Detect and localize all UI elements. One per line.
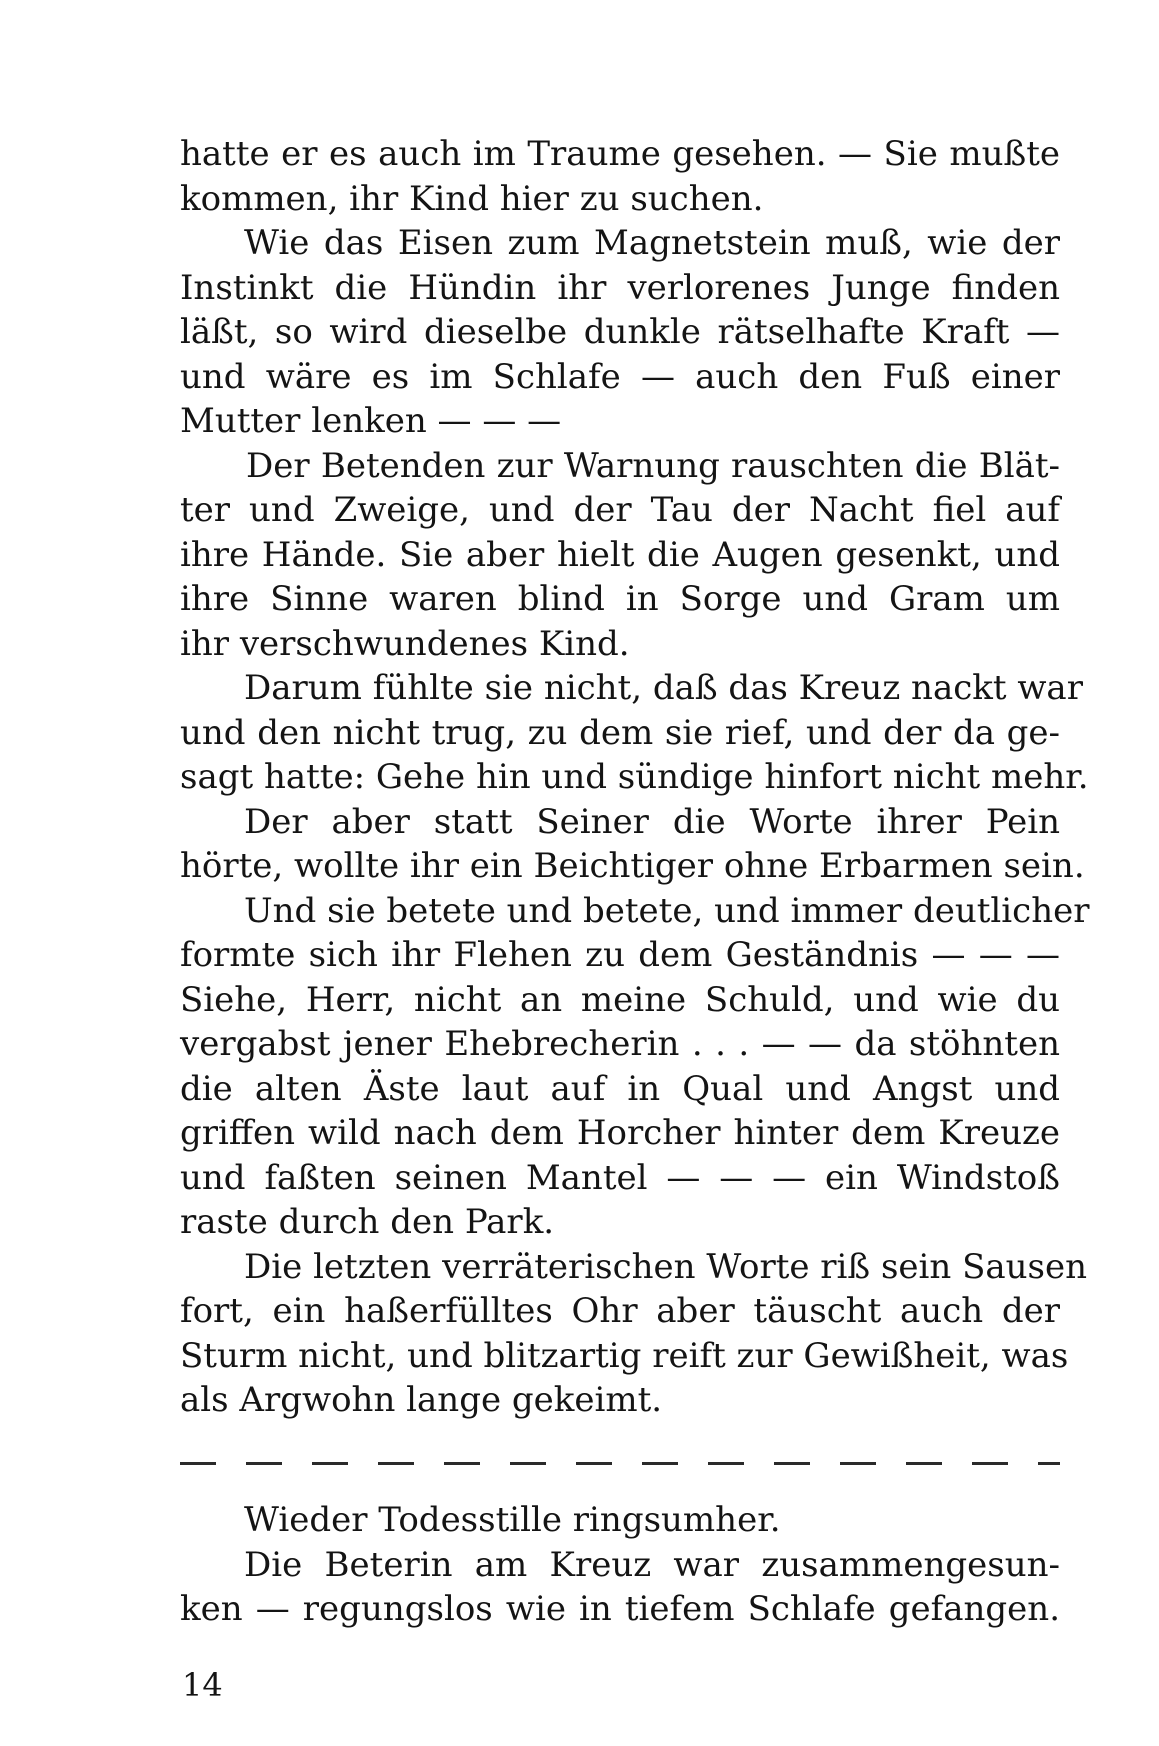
text-line: ihr verschwundenes Kind. <box>180 623 630 664</box>
text-line: ter und Zweige, und der Tau der Nacht fiel auf <box>180 490 1060 530</box>
text-line: Der Betenden zur Warnung rauschten die Blät- <box>246 445 1060 486</box>
text-line: Instinkt die Hündin ihr verlorenes Junge finden <box>180 267 1060 308</box>
text-line: Mutter lenken — — — <box>180 401 562 441</box>
text-line: fort, ein haßerfülltes Ohr aber täuscht auch der <box>180 1291 1060 1331</box>
after-separator-text-block <box>180 1498 1060 1632</box>
text-line: formte sich ihr Flehen zu dem Geständnis — — — <box>180 935 1060 975</box>
page-number: 14 <box>182 1666 223 1704</box>
text-line: Wieder Todesstille ringsumher. <box>244 1500 781 1540</box>
text-line: läßt, so wird dieselbe dunkle rätselhafte Kraft — <box>180 312 1060 352</box>
text-line: als Argwohn lange gekeimt. <box>180 1380 663 1420</box>
text-line: Siehe, Herr, nicht an meine Schuld, und wie du <box>180 979 1060 1020</box>
text-line: hörte, wollte ihr ein Beichtiger ohne Erbarmen sein. <box>180 846 1085 886</box>
text-line: sagt hatte: Gehe hin und sündige hinfort nicht mehr. <box>180 757 1089 797</box>
text-line: Die Beterin am Kreuz war zusammengesun- <box>244 1544 1060 1585</box>
text-line: ihre Sinne waren blind in Sorge und Gram um <box>180 579 1060 619</box>
text-line: und faßten seinen Mantel — — — ein Windstoß <box>180 1157 1060 1198</box>
text-line: und den nicht trug, zu dem sie rief, und der da ge- <box>180 712 1060 753</box>
text-line: Wie das Eisen zum Magnetstein muß, wie der <box>244 223 1060 263</box>
text-line: raste durch den Park. <box>180 1202 555 1242</box>
main-text-block <box>180 132 1090 1423</box>
text-line: ihre Hände. Sie aber hielt die Augen gesenkt, und <box>180 534 1060 575</box>
text-line: kommen, ihr Kind hier zu suchen. <box>180 178 764 219</box>
section-separator-dashes <box>180 1462 1060 1466</box>
text-line: Darum fühlte sie nicht, daß das Kreuz nackt war <box>244 668 1083 708</box>
text-line: die alten Äste laut auf in Qual und Angst und <box>180 1068 1060 1109</box>
text-line: Der aber statt Seiner die Worte ihrer Pein <box>244 801 1060 842</box>
text-line: Die letzten verräterischen Worte riß sein Sausen <box>244 1246 1088 1287</box>
text-line: ken — regungslos wie in tiefem Schlafe gefangen. <box>180 1589 1060 1629</box>
text-line: Sturm nicht, und blitzartig reift zur Gewißheit, was <box>180 1335 1069 1376</box>
text-line: Und sie betete und betete, und immer deutlicher <box>244 890 1090 931</box>
text-line: vergabst jener Ehebrecherin . . . — — da stöhnten <box>180 1024 1060 1064</box>
text-line: und wäre es im Schlafe — auch den Fuß einer <box>180 356 1060 397</box>
text-line: griffen wild nach dem Horcher hinter dem Kreuze <box>180 1113 1060 1153</box>
text-line: hatte er es auch im Traume gesehen. — Sie mußte <box>180 134 1060 174</box>
